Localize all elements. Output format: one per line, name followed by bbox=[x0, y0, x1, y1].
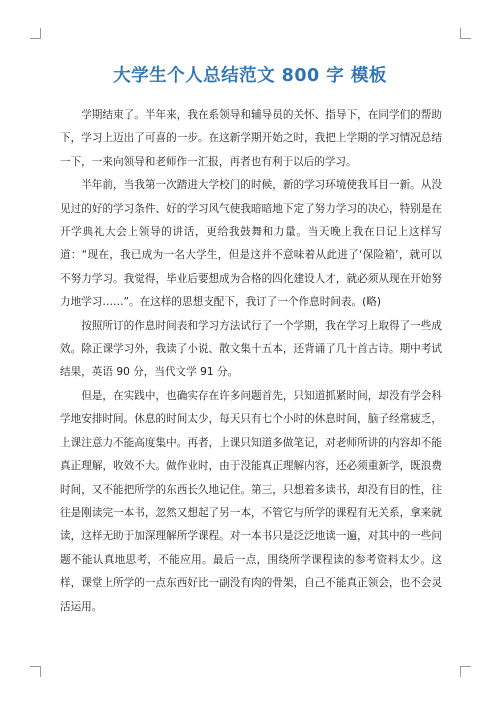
paragraph-1: 学期结束了。半年来，我在系领导和辅导员的关怀、指导下，在同学们的帮助下，学习上迈出了可喜的一步。在这新学期开始之时，我把上学期的学习情况总结一下，一来向领导和老师作一汇报，再者也有利于以后的学习。 bbox=[60, 109, 442, 168]
paragraph-3: 按照所订的作息时间表和学习方法试行了一个学期，我在学习上取得了一些成效。除正课学习外，我读了小说、散文集十五本，还背诵了几十首古诗。期中考试结果，英语 90 分，当代文学 91 分。 bbox=[60, 319, 442, 379]
page-corner-mark-bottom-right bbox=[460, 666, 471, 677]
page-corner-mark-top-left bbox=[30, 28, 41, 39]
document-title: 大学生个人总结范文 800 字 模板 bbox=[113, 66, 387, 86]
page-corner-mark-top-right bbox=[460, 28, 471, 39]
paragraph-4: 但是，在实践中，也确实存在许多问题首先，只知道抓紧时间，却没有学会科学地安排时间。休息的时间太少，每天只有七个小时的休息时间，脑子经常疲乏，上课注意力不能高度集中。再者，上课只知道多做笔记，对老师所讲的内容却不能真正理解，收效不大。做作业时，由于没能真正理解内容，还必须重新学，既浪费时间，又不能把所学的东西长久地记住。第三，只想着多读书，却没有目的性，往往是刚读完一本书，忽然又想起了另一本，不管它与所学的课程有无关系，拿来就读，这样无助于加深理解所学课程。对一本书只是泛泛地读一遍，对其中的一些问题不能认真地思考，不能应用。最后一点，围绕所学课程读的参考资料太少。这样，课堂上所学的一点东西好比一副没有肉的骨架，自己不能真正领会，也不会灵活运用。 bbox=[60, 389, 442, 613]
document-body bbox=[60, 104, 442, 619]
paragraph-2: 半年前，当我第一次踏进大学校门的时候，新的学习环境使我耳目一新。从没见过的好的学习条件、好的学习风气使我暗暗地下定了努力学习的决心，特别是在开学典礼大会上领导的讲话，更给我鼓舞和力量。当天晚上我在日记上这样写道：“现在，我已成为一名大学生，但是这并不意味着从此进了‘保险箱’，就可以不努力学习。我觉得，毕业后要想成为合格的四化建设人才，就必须从现在开始努力地学习……”。在这样的思想支配下，我订了一个作息时间表。(略) bbox=[60, 179, 442, 309]
page-corner-mark-bottom-left bbox=[30, 666, 41, 677]
